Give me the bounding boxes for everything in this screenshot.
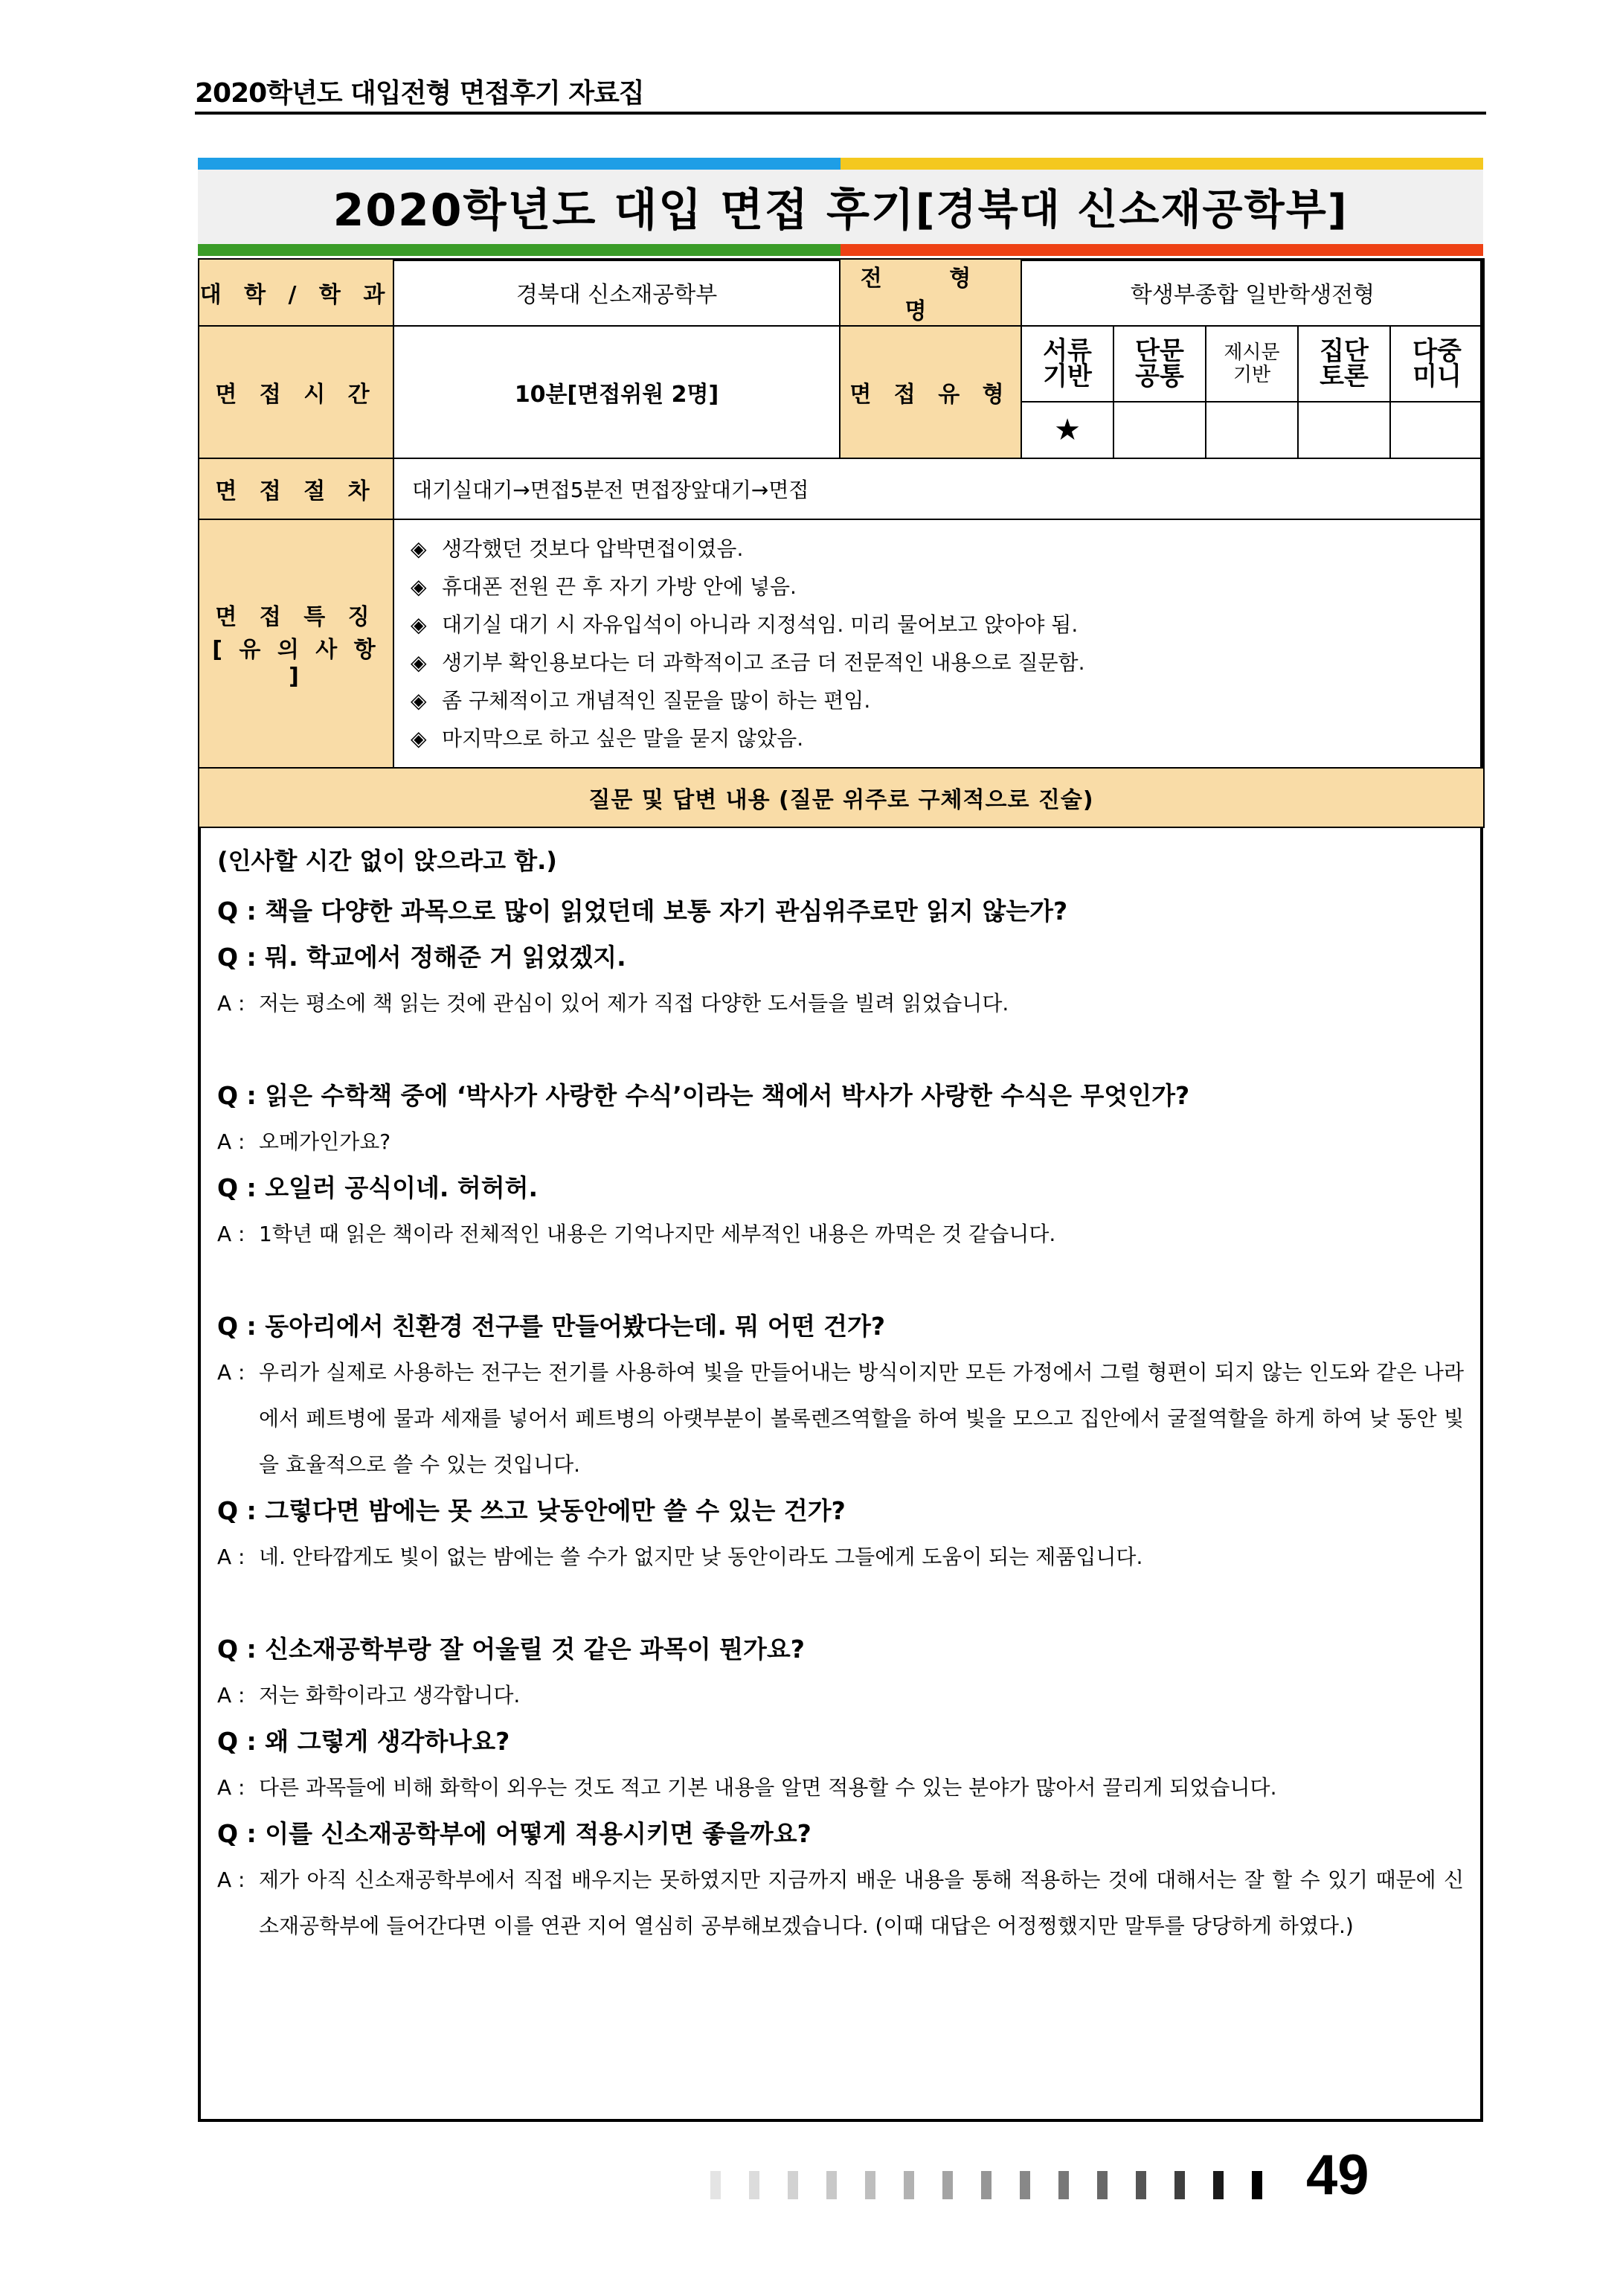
footer-block [749, 2171, 759, 2199]
feature-item: ◈ 휴대폰 전원 끈 후 자기 가방 안에 넣음. [411, 574, 797, 599]
kind-mark-short [1113, 402, 1206, 458]
footer-block [710, 2171, 721, 2199]
univ-label: 대 학 / 학 과 [199, 259, 393, 326]
footer-block [788, 2171, 798, 2199]
feature-item: ◈ 마지막으로 하고 싶은 말을 묻지 않았음. [411, 726, 804, 751]
kind-head-passage: 제시문 기반 [1206, 326, 1298, 402]
question: Q : 책을 다양한 과목으로 많이 읽었던데 보통 자기 관심위주로만 읽지 않는가? [217, 897, 1068, 926]
procedure-value: 대기실대기→면접5분전 면접장앞대기→면접 [393, 458, 1484, 519]
question: Q : 뭐. 학교에서 정해준 거 읽었겠지. [217, 943, 626, 972]
footer-block [1252, 2171, 1262, 2199]
footer-block [981, 2171, 992, 2199]
footer-block [1213, 2171, 1224, 2199]
title-color-bar-bottom [198, 244, 1483, 256]
footer-block [1058, 2171, 1069, 2199]
admission-type-label: 전 형 명 [840, 259, 1021, 326]
interview-time-value: 10분[면접위원 2명] [393, 326, 840, 458]
qa-section-header: 질문 및 답변 내용 (질문 위주로 구체적으로 진술) [199, 768, 1484, 827]
feature-item: ◈ 생각했던 것보다 압박면접이였음. [411, 536, 744, 561]
bar-blue [198, 158, 841, 170]
feature-item: ◈ 생기부 확인용보다는 더 과학적이고 조금 더 전문적인 내용으로 질문함. [411, 650, 1085, 675]
admission-type-value: 학생부종합 일반학생전형 [1021, 259, 1484, 326]
footer-block [1097, 2171, 1108, 2199]
procedure-label: 면 접 절 차 [199, 458, 393, 519]
interview-time-label: 면 접 시 간 [199, 326, 393, 458]
running-header [195, 77, 1486, 115]
bar-green [198, 244, 841, 256]
page-title-sub: [경북대 신소재공학부] [915, 186, 1349, 234]
interview-kind-label: 면 접 유 형 [840, 326, 1021, 458]
answer: A : 오메가인가요? [217, 1129, 391, 1154]
title-banner [198, 158, 1483, 256]
answer: A : 우리가 실제로 사용하는 전구는 전기를 사용하여 빛을 만들어내는 방식이지만 모든 가정에서 그럴 형편이 되지 않는 인도와 같은 나라에서 페트병에 물과 세재를 넣어서 페트병의 아랫부분이 볼록렌즈역할을 하여 빛을 모으고 집안에서 굴절역할을 하게 하여 낮 동안 빛을 효율적으로 쓸 수 있는 것입니다. [217, 1360, 1464, 1477]
question: Q : 동아리에서 친환경 전구를 만들어봤다는데. 뭐 어떤 건가? [217, 1312, 886, 1341]
qa-section [217, 833, 1464, 1949]
answer: A : 저는 화학이라고 생각합니다. [217, 1683, 521, 1707]
footer-block [1136, 2171, 1146, 2199]
bar-yellow [841, 158, 1483, 170]
features-cell [393, 519, 1484, 768]
page-title-main: 2020학년도 대입 면접 후기 [332, 185, 916, 237]
question: Q : 오일러 공식이네. 허허허. [217, 1173, 539, 1202]
running-header-title: 2020학년도 대입전형 면접후기 자료집 [195, 77, 658, 110]
kind-head-doc: 서류 기반 [1021, 326, 1113, 402]
info-table [198, 258, 1485, 828]
title-color-bar-top [198, 158, 1483, 170]
kind-mark-passage [1206, 402, 1298, 458]
bar-red [841, 244, 1483, 256]
footer-gradient-blocks [710, 2155, 1380, 2201]
kind-mark-group [1298, 402, 1390, 458]
footer-block [826, 2171, 837, 2199]
feature-item: ◈ 대기실 대기 시 자유입석이 아니라 지정석임. 미리 물어보고 앉아야 됨. [411, 612, 1079, 637]
features-label: 면 접 특 징 [ 유 의 사 항 ] [199, 519, 393, 768]
feature-item: ◈ 좀 구체적이고 개념적인 질문을 많이 하는 편임. [411, 688, 871, 713]
question: Q : 이를 신소재공학부에 어떻게 적용시키면 좋을까요? [217, 1819, 812, 1848]
univ-value: 경북대 신소재공학부 [393, 259, 840, 326]
footer-block [942, 2171, 953, 2199]
question: Q : 읽은 수학책 중에 ‘박사가 사랑한 수식’이라는 책에서 박사가 사랑한 수식은 무엇인가? [217, 1081, 1190, 1110]
footer-block [1020, 2171, 1030, 2199]
question: Q : 그렇다면 밤에는 못 쓰고 낮동안에만 쓸 수 있는 건가? [217, 1496, 846, 1525]
answer: A : 네. 안타깝게도 빛이 없는 밤에는 쓸 수가 없지만 낮 동안이라도 그들에게 도움이 되는 제품입니다. [217, 1545, 1143, 1569]
qa-intro: (인사할 시간 없이 앉으라고 함.) [217, 847, 557, 875]
kind-mark-doc: ★ [1021, 402, 1113, 458]
page-title [198, 170, 1483, 244]
footer-block [904, 2171, 914, 2199]
kind-head-mmi: 다중 미니 [1390, 326, 1484, 402]
kind-head-group: 집단 토론 [1298, 326, 1390, 402]
answer: A : 1학년 때 읽은 책이라 전체적인 내용은 기억나지만 세부적인 내용은 까먹은 것 같습니다. [217, 1222, 1056, 1246]
answer: A : 제가 아직 신소재공학부에서 직접 배우지는 못하였지만 지금까지 배운 내용을 통해 적용하는 것에 대해서는 잘 할 수 있기 때문에 신소재공학부에 들어간다면 이를 연관 지어 열심히 공부해보겠습니다. (이때 대답은 어정쩡했지만 말투를 당당하게 하였다.) [217, 1867, 1464, 1938]
footer-block [1174, 2171, 1185, 2199]
answer: A : 저는 평소에 책 읽는 것에 관심이 있어 제가 직접 다양한 도서들을 빌려 읽었습니다. [217, 991, 1009, 1016]
kind-mark-mmi [1390, 402, 1484, 458]
question: Q : 왜 그렇게 생각하나요? [217, 1727, 510, 1756]
page-number: 49 [1306, 2143, 1369, 2207]
answer: A : 다른 과목들에 비해 화학이 외우는 것도 적고 기본 내용을 알면 적용할 수 있는 분야가 많아서 끌리게 되었습니다. [217, 1775, 1277, 1800]
question: Q : 신소재공학부랑 잘 어울릴 것 같은 과목이 뭔가요? [217, 1635, 805, 1664]
footer-block [865, 2171, 875, 2199]
kind-head-short: 단문 공통 [1113, 326, 1206, 402]
features-list [394, 521, 1483, 766]
